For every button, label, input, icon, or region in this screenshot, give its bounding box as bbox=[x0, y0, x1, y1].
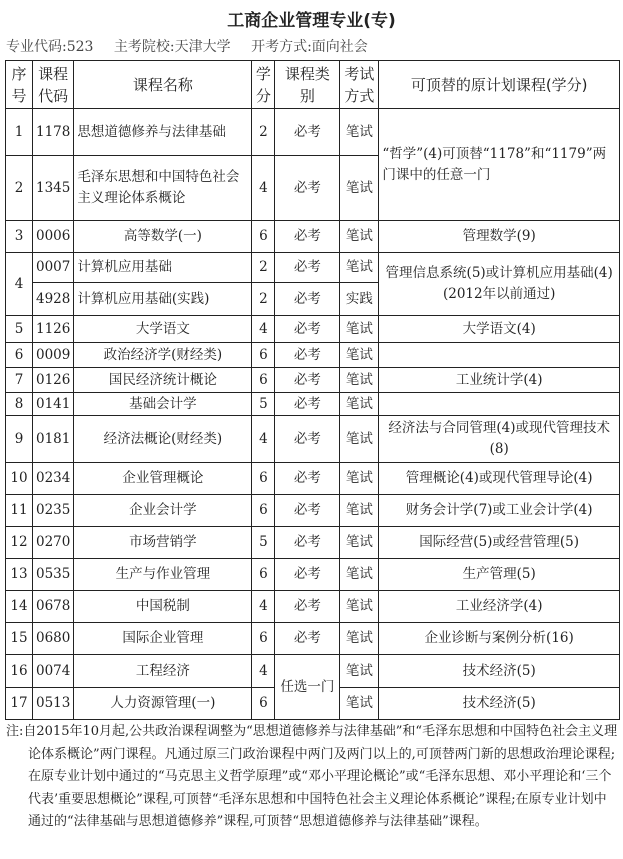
exam-method: 笔试 bbox=[340, 156, 379, 221]
row-number: 13 bbox=[6, 559, 33, 591]
exam-method: 笔试 bbox=[340, 368, 379, 393]
course-credit: 4 bbox=[252, 591, 275, 623]
course-name: 生产与作业管理 bbox=[74, 559, 252, 591]
course-code: 0270 bbox=[33, 527, 74, 559]
course-code: 0006 bbox=[33, 221, 74, 253]
header-no: 序号 bbox=[6, 61, 33, 109]
course-name: 工程经济 bbox=[74, 655, 252, 688]
course-credit: 2 bbox=[252, 109, 275, 156]
course-credit: 6 bbox=[252, 368, 275, 393]
replacement-course: “哲学”(4)可顶替“1178”和“1179”两门课中的任意一门 bbox=[379, 109, 620, 221]
course-type: 必考 bbox=[275, 393, 340, 416]
course-code: 0009 bbox=[33, 343, 74, 368]
table-row bbox=[6, 343, 620, 368]
course-name: 毛泽东思想和中国特色社会主义理论体系概论 bbox=[74, 156, 252, 221]
course-name: 思想道德修养与法律基础 bbox=[74, 109, 252, 156]
course-credit: 6 bbox=[252, 688, 275, 720]
exam-method: 笔试 bbox=[340, 688, 379, 720]
replacement-course: 经济法与合同管理(4)或现代管理技术(8) bbox=[379, 416, 620, 463]
row-number: 17 bbox=[6, 688, 33, 720]
replacement-course: 大学语文(4) bbox=[379, 316, 620, 343]
row-number: 7 bbox=[6, 368, 33, 393]
course-credit: 5 bbox=[252, 527, 275, 559]
course-type: 必考 bbox=[275, 416, 340, 463]
header-name: 课程名称 bbox=[74, 61, 252, 109]
course-type: 必考 bbox=[275, 527, 340, 559]
header-type: 课程类别 bbox=[275, 61, 340, 109]
course-credit: 2 bbox=[252, 283, 275, 316]
table-row bbox=[6, 221, 620, 253]
course-name: 经济法概论(财经类) bbox=[74, 416, 252, 463]
exam-method: 笔试 bbox=[340, 109, 379, 156]
course-credit: 6 bbox=[252, 495, 275, 527]
course-table bbox=[5, 60, 620, 720]
replacement-course: 国际经营(5)或经营管理(5) bbox=[379, 527, 620, 559]
course-credit: 6 bbox=[252, 559, 275, 591]
replacement-course: 财务会计学(7)或工业会计学(4) bbox=[379, 495, 620, 527]
exam-method: 笔试 bbox=[340, 559, 379, 591]
course-credit: 4 bbox=[252, 316, 275, 343]
major-code: 专业代码:523 bbox=[6, 39, 94, 55]
course-name: 计算机应用基础 bbox=[74, 253, 252, 283]
course-code: 1178 bbox=[33, 109, 74, 156]
course-name: 大学语文 bbox=[74, 316, 252, 343]
replacement-course: 管理数学(9) bbox=[379, 221, 620, 253]
replacement-course: 技术经济(5) bbox=[379, 655, 620, 688]
replacement-course: 管理信息系统(5)或计算机应用基础(4)(2012年以前通过) bbox=[379, 253, 620, 316]
row-number: 16 bbox=[6, 655, 33, 688]
table-row bbox=[6, 495, 620, 527]
course-credit: 4 bbox=[252, 655, 275, 688]
header-exam: 考试方式 bbox=[340, 61, 379, 109]
course-name: 计算机应用基础(实践) bbox=[74, 283, 252, 316]
replacement-course: 企业诊断与案例分析(16) bbox=[379, 623, 620, 655]
exam-method: 笔试 bbox=[340, 655, 379, 688]
row-number: 11 bbox=[6, 495, 33, 527]
replacement-course: 技术经济(5) bbox=[379, 688, 620, 720]
course-code: 4928 bbox=[33, 283, 74, 316]
table-row bbox=[6, 527, 620, 559]
course-code: 0126 bbox=[33, 368, 74, 393]
exam-method: 笔试 bbox=[340, 495, 379, 527]
replacement-course: 生产管理(5) bbox=[379, 559, 620, 591]
course-type: 必考 bbox=[275, 463, 340, 495]
header-code: 课程代码 bbox=[33, 61, 74, 109]
row-number: 3 bbox=[6, 221, 33, 253]
table-row bbox=[6, 393, 620, 416]
replacement-course: 工业统计学(4) bbox=[379, 368, 620, 393]
course-code: 0513 bbox=[33, 688, 74, 720]
course-name: 人力资源管理(一) bbox=[74, 688, 252, 720]
row-number: 1 bbox=[6, 109, 33, 156]
exam-method: 笔试 bbox=[340, 253, 379, 283]
course-type: 必考 bbox=[275, 316, 340, 343]
course-name: 企业管理概论 bbox=[74, 463, 252, 495]
course-type: 必考 bbox=[275, 283, 340, 316]
table-row bbox=[6, 559, 620, 591]
host-school: 主考院校:天津大学 bbox=[113, 39, 231, 55]
course-credit: 6 bbox=[252, 463, 275, 495]
replacement-course bbox=[379, 393, 620, 416]
course-type: 任选一门 bbox=[275, 655, 340, 720]
replacement-course: 工业经济学(4) bbox=[379, 591, 620, 623]
course-code: 1345 bbox=[33, 156, 74, 221]
course-code: 0074 bbox=[33, 655, 74, 688]
row-number: 6 bbox=[6, 343, 33, 368]
course-name: 国民经济统计概论 bbox=[74, 368, 252, 393]
row-number: 12 bbox=[6, 527, 33, 559]
course-name: 政治经济学(财经类) bbox=[74, 343, 252, 368]
course-credit: 5 bbox=[252, 393, 275, 416]
header-credit: 学分 bbox=[252, 61, 275, 109]
table-row bbox=[6, 253, 620, 283]
footnote: 注:自2015年10月起,公共政治课程调整为“思想道德修养与法律基础”和“毛泽东思想和中国特色社会主义理论体系概论”两门课程。凡通过原三门政治课程中两门及两门以上的,可顶替两门新的思想政治理论课程;在原专业计划中通过的“马克思主义哲学原理”或“邓小平理论概论”或“毛泽东思想、邓小平理论和‘三个代表’重要思想概论”课程,可顶替“毛泽东思想和中国特色社会主义理论体系概论”课程;在原专业计划中通过的“法律基础与思想道德修养”课程,可顶替“思想道德修养与法律基础”课程。 bbox=[6, 724, 618, 829]
table-row bbox=[6, 316, 620, 343]
course-type: 必考 bbox=[275, 221, 340, 253]
course-code: 0680 bbox=[33, 623, 74, 655]
course-name: 国际企业管理 bbox=[74, 623, 252, 655]
row-number: 15 bbox=[6, 623, 33, 655]
page-title: 工商企业管理专业(专) bbox=[227, 11, 396, 31]
course-code: 1126 bbox=[33, 316, 74, 343]
table-row bbox=[6, 463, 620, 495]
course-type: 必考 bbox=[275, 156, 340, 221]
exam-mode: 开考方式:面向社会 bbox=[251, 39, 368, 55]
row-number: 10 bbox=[6, 463, 33, 495]
table-row bbox=[6, 416, 620, 463]
course-type: 必考 bbox=[275, 495, 340, 527]
table-row bbox=[6, 591, 620, 623]
table-row bbox=[6, 109, 620, 156]
table-row bbox=[6, 623, 620, 655]
course-code: 0235 bbox=[33, 495, 74, 527]
course-name: 基础会计学 bbox=[74, 393, 252, 416]
course-type: 必考 bbox=[275, 623, 340, 655]
replacement-course bbox=[379, 343, 620, 368]
exam-method: 笔试 bbox=[340, 416, 379, 463]
course-code: 0234 bbox=[33, 463, 74, 495]
course-credit: 4 bbox=[252, 416, 275, 463]
exam-method: 笔试 bbox=[340, 623, 379, 655]
exam-method: 笔试 bbox=[340, 343, 379, 368]
table-row bbox=[6, 368, 620, 393]
course-name: 中国税制 bbox=[74, 591, 252, 623]
exam-method: 笔试 bbox=[340, 393, 379, 416]
course-code: 0535 bbox=[33, 559, 74, 591]
row-number: 9 bbox=[6, 416, 33, 463]
course-code: 0007 bbox=[33, 253, 74, 283]
course-type: 必考 bbox=[275, 559, 340, 591]
course-code: 0181 bbox=[33, 416, 74, 463]
course-name: 高等数学(一) bbox=[74, 221, 252, 253]
major-info bbox=[6, 36, 384, 56]
course-type: 必考 bbox=[275, 343, 340, 368]
replacement-course: 管理概论(4)或现代管理导论(4) bbox=[379, 463, 620, 495]
row-number: 14 bbox=[6, 591, 33, 623]
course-credit: 2 bbox=[252, 253, 275, 283]
row-number: 4 bbox=[6, 253, 33, 316]
course-type: 必考 bbox=[275, 253, 340, 283]
exam-method: 笔试 bbox=[340, 527, 379, 559]
course-code: 0141 bbox=[33, 393, 74, 416]
course-type: 必考 bbox=[275, 109, 340, 156]
course-name: 市场营销学 bbox=[74, 527, 252, 559]
course-credit: 6 bbox=[252, 623, 275, 655]
row-number: 5 bbox=[6, 316, 33, 343]
exam-method: 笔试 bbox=[340, 221, 379, 253]
course-type: 必考 bbox=[275, 368, 340, 393]
table-row bbox=[6, 655, 620, 688]
exam-method: 笔试 bbox=[340, 591, 379, 623]
header-replace: 可顶替的原计划课程(学分) bbox=[379, 61, 620, 109]
row-number: 8 bbox=[6, 393, 33, 416]
course-type: 必考 bbox=[275, 591, 340, 623]
exam-method: 笔试 bbox=[340, 463, 379, 495]
table-header bbox=[6, 61, 620, 109]
course-credit: 6 bbox=[252, 221, 275, 253]
course-name: 企业会计学 bbox=[74, 495, 252, 527]
course-code: 0678 bbox=[33, 591, 74, 623]
row-number: 2 bbox=[6, 156, 33, 221]
exam-method: 笔试 bbox=[340, 316, 379, 343]
course-credit: 6 bbox=[252, 343, 275, 368]
course-credit: 4 bbox=[252, 156, 275, 221]
exam-method: 实践 bbox=[340, 283, 379, 316]
